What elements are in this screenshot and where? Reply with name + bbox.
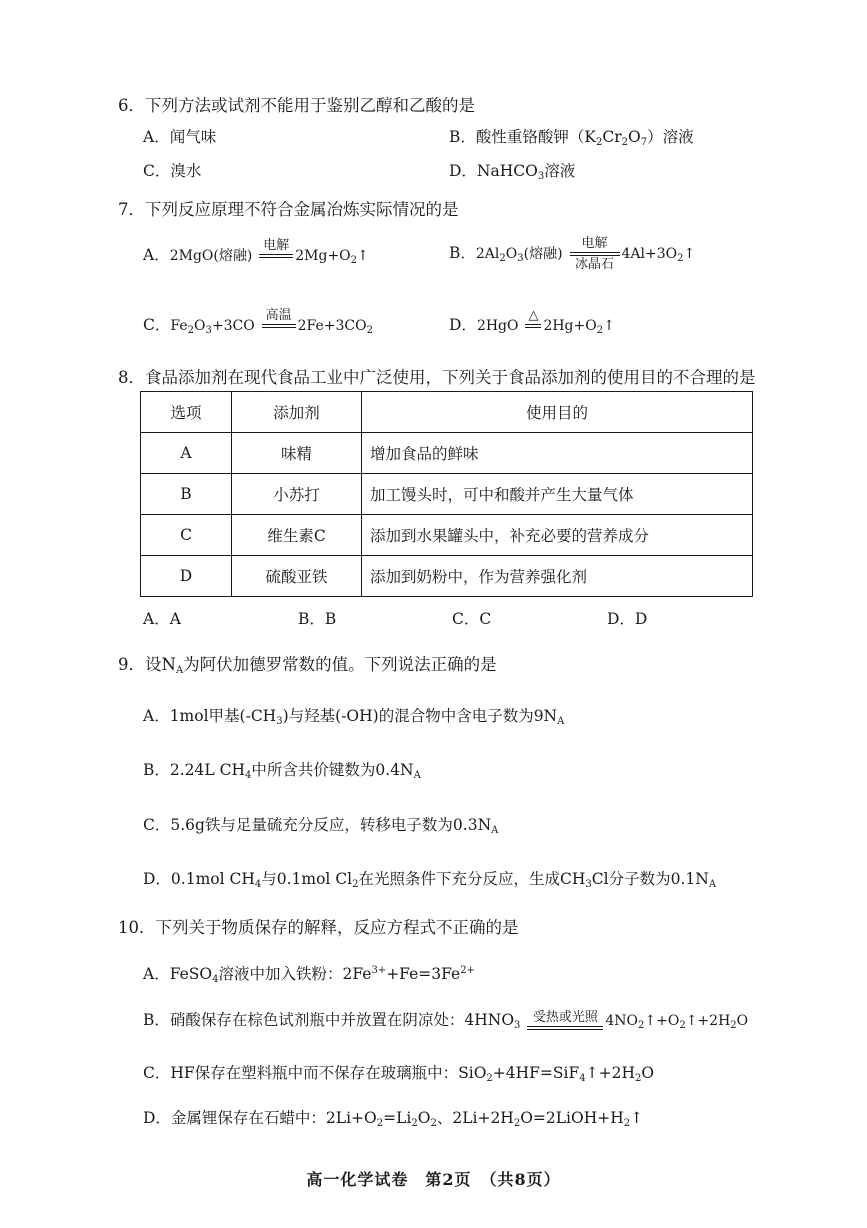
table-header-row: [141, 392, 753, 433]
table-cell: 味精: [232, 433, 362, 474]
q6-option-d: D．NaHCO$_3$溶液: [449, 162, 576, 182]
table-row: [141, 474, 753, 515]
table-cell: 硫酸亚铁: [232, 556, 362, 597]
q6-stem: 6．下列方法或试剂不能用于鉴别乙醇和乙酸的是: [118, 96, 475, 115]
q9-option-b: B．2.24L $CH_4$中所含共价键数为$0.4N_A$: [143, 761, 421, 781]
q8-stem: 8．食品添加剂在现代食品工业中广泛使用，下列关于食品添加剂的使用目的不合理的是: [118, 368, 756, 387]
page-footer: 高一化学试卷 第2页 （共8页）: [306, 1170, 561, 1189]
table-cell: D: [141, 556, 232, 597]
q9-option-a: A．1mol甲基$(-CH_3)$与羟基(-OH)的混合物中含电子数为$9N_A$: [143, 707, 565, 727]
q9-stem: 9．设$N_A$为阿伏加德罗常数的值。下列说法正确的是: [118, 655, 497, 676]
q10-option-b: B．硝酸保存在棕色试剂瓶中并放置在阴凉处：$4HNO_3$ 受热或光照 $4NO_2↑+O_2↑+2H_2O$: [143, 1010, 749, 1031]
q10-stem: 10．下列关于物质保存的解释，反应方程式不正确的是: [118, 918, 519, 937]
table-cell: 增加食品的鲜味: [362, 433, 753, 474]
q7-option-d: D．2HgO △ $2Hg+O_2↑$: [449, 308, 615, 336]
header-option: 选项: [141, 392, 232, 433]
q8-option-b: B．B: [298, 610, 337, 628]
header-additive: 添加剂: [232, 392, 362, 433]
q8-option-c: C．C: [452, 610, 492, 628]
table-cell: 添加到水果罐头中，补充必要的营养成分: [362, 515, 753, 556]
table-cell: C: [141, 515, 232, 556]
q6-option-b: B．酸性重铬酸钾$(K_2Cr_2O_7)$溶液: [449, 128, 694, 148]
q7-option-b: B．$2Al_2O_3$(熔融) 电解 冰晶石 $4Al+3O_2↑$: [449, 236, 696, 272]
table-cell: 添加到奶粉中，作为营养强化剂: [362, 556, 753, 597]
table-row: [141, 433, 753, 474]
q6-option-a: A．闻气味: [143, 128, 217, 146]
table-row: [141, 515, 753, 556]
header-purpose: 使用目的: [362, 392, 753, 433]
q10-option-c: C．HF保存在塑料瓶中而不保存在玻璃瓶中：$SiO_2+4HF=SiF_4↑+2H_2O$: [143, 1064, 655, 1084]
table-cell: 加工馒头时，可中和酸并产生大量气体: [362, 474, 753, 515]
q7-stem: 7．下列反应原理不符合金属冶炼实际情况的是: [118, 200, 459, 219]
q9-option-d: D．0.1mol $CH_4$与0.1mol $Cl_2$在光照条件下充分反应，生成$CH_3Cl$分子数为$0.1N_A$: [143, 870, 717, 890]
table-cell: 维生素C: [232, 515, 362, 556]
q7-option-c: C．$Fe_2O_3+3CO$ 高温 $2Fe+3CO_2$: [143, 308, 373, 336]
additive-table: [140, 391, 753, 597]
table-cell: B: [141, 474, 232, 515]
q8-option-d: D．D: [607, 610, 648, 628]
table-cell: 小苏打: [232, 474, 362, 515]
q6-option-c: C．溴水: [143, 162, 202, 180]
q8-option-a: A．A: [143, 610, 181, 628]
q7-option-a: A．2MgO(熔融) 电解 $2Mg+O_2↑$: [143, 238, 369, 266]
table-row: [141, 556, 753, 597]
q10-option-d: D．金属锂保存在石蜡中：$2Li+O_2=Li_2O_2$、$2Li+2H_2O=2LiOH+H_2↑$: [143, 1109, 644, 1129]
q10-option-a: A．FeSO$_4$溶液中加入铁粉：$2Fe^{3+}+Fe=3Fe^{2+}$: [143, 965, 475, 985]
q9-option-c: C．5.6g铁与足量硫充分反应，转移电子数为$0.3N_A$: [143, 816, 499, 836]
table-cell: A: [141, 433, 232, 474]
